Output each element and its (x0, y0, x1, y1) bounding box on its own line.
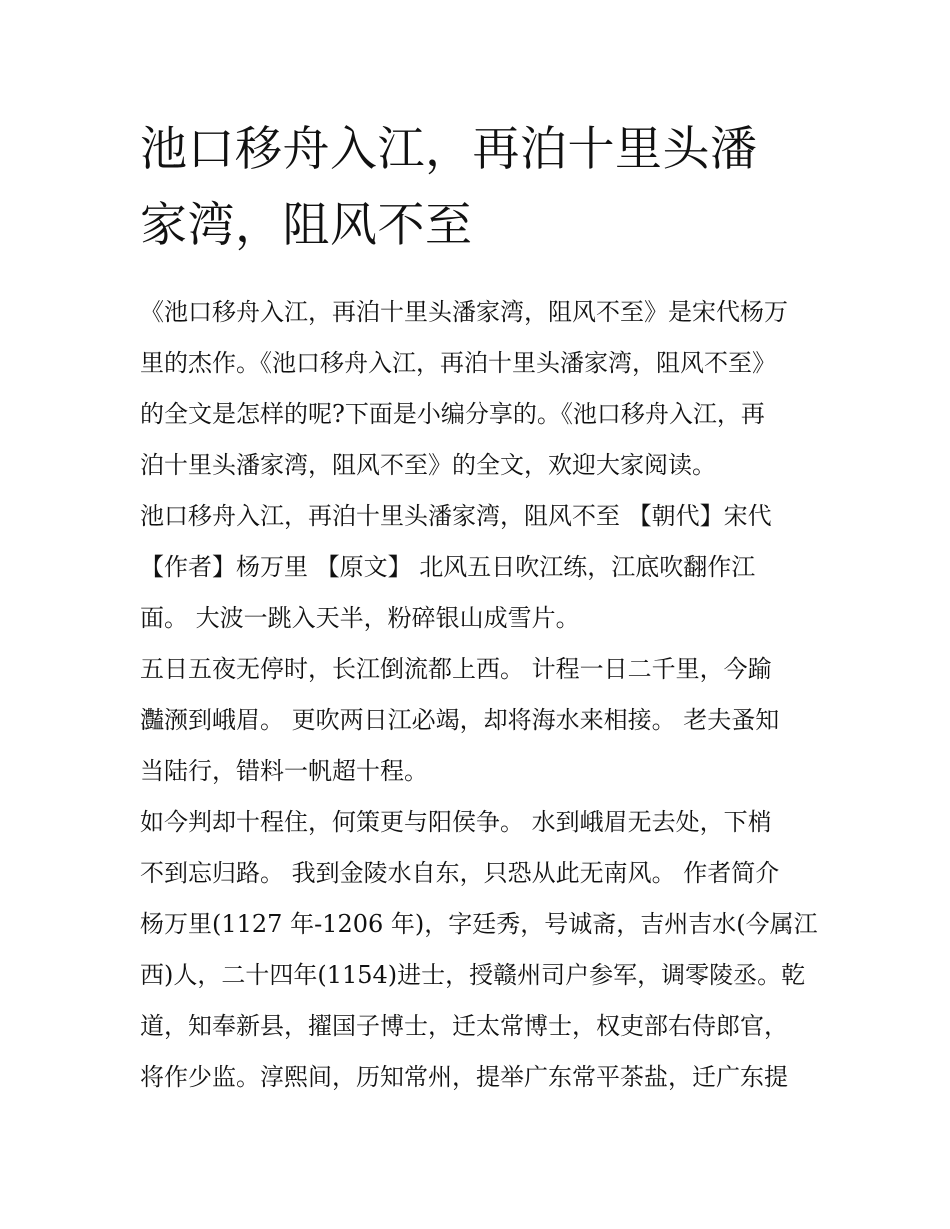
text-line: 杨万里(1127 年-1206 年)，字廷秀，号诚斋，吉州吉水(今属江 (140, 910, 818, 938)
text-line: 灎滪到峨眉。 更吹两日江必竭，却将海水来相接。 老夫蚤知 (140, 706, 780, 734)
paragraph-poem-middle (140, 644, 815, 797)
title-line: 池口移舟入江，再泊十里头潘 (140, 122, 758, 177)
text-line: 《池口移舟入江，再泊十里头潘家湾，阻风不至》是宋代杨万 (140, 298, 788, 326)
text-line: 如今判却十程住，何策更与阳侯争。 水到峨眉无去处，下梢 (140, 808, 772, 836)
text-line: 西)人，二十四年(1154)进士，授赣州司户参军，调零陵丞。乾 (140, 961, 806, 989)
text-line: 不到忘归路。 我到金陵水自东，只恐从此无南风。 作者简介 (140, 859, 780, 887)
text-line: 池口移舟入江，再泊十里头潘家湾，阻风不至 【朝代】宋代 (140, 502, 772, 530)
document-content (140, 112, 818, 1103)
paragraph-poem-end-and-bio (140, 797, 818, 1103)
document-title (140, 112, 815, 264)
text-line: 【作者】杨万里 【原文】 北风五日吹江练，江底吹翻作江 (140, 553, 756, 581)
text-line: 面。 大波一跳入天半，粉碎银山成雪片。 (140, 604, 580, 632)
text-line: 将作少监。淳熙间，历知常州，提举广东常平茶盐，迁广东提 (140, 1063, 788, 1091)
text-line: 当陆行，错料一帆超十程。 (140, 757, 428, 785)
title-line: 家湾，阻风不至 (140, 198, 473, 253)
paragraph-poem-header (140, 491, 815, 644)
text-line: 里的杰作。《池口移舟入江，再泊十里头潘家湾，阻风不至》 (140, 349, 776, 377)
paragraph-intro (140, 287, 815, 491)
text-line: 泊十里头潘家湾，阻风不至》的全文，欢迎大家阅读。 (140, 451, 716, 479)
text-line: 的全文是怎样的呢?下面是小编分享的。《池口移舟入江，再 (140, 400, 765, 428)
text-line: 道，知奉新县，擢国子博士，迁太常博士，权吏部右侍郎官， (140, 1012, 788, 1040)
document-body (140, 287, 818, 1103)
text-line: 五日五夜无停时，长江倒流都上西。 计程一日二千里，今踰 (140, 655, 772, 683)
